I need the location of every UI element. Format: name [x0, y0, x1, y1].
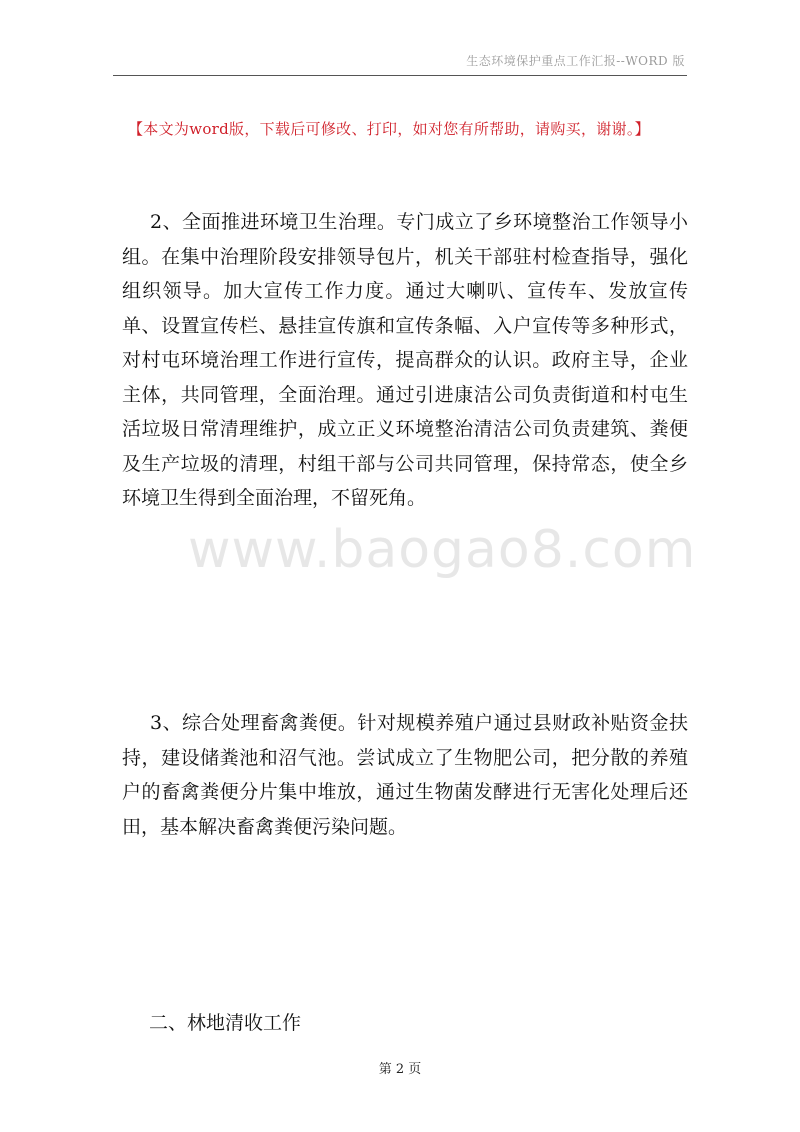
page-header-title: 生态环境保护重点工作汇报--WORD 版 [466, 54, 685, 68]
page-number: 第 2 页 [378, 1062, 422, 1077]
body-paragraph: 3、综合处理畜禽粪便。针对规模养殖户通过县财政补贴资金扶持，建设储粪池和沼气池。尝试成立了生物肥公司，把分散的养殖户的畜禽粪便分片集中堆放，通过生物菌发酵进行无害化处理后还田，基本解决畜禽粪便污染问题。 [122, 712, 688, 838]
section-heading: 二、林地清收工作 [149, 1012, 302, 1034]
header-divider [113, 75, 687, 76]
purchase-notice: 【本文为word版，下载后可修改、打印，如对您有所帮助，请购买，谢谢。】 [128, 120, 650, 138]
watermark: www.baogao8.com [188, 520, 697, 580]
body-paragraph: 2、全面推进环境卫生治理。专门成立了乡环境整治工作领导小组。在集中治理阶段安排领导包片，机关干部驻村检查指导，强化组织领导。加大宣传工作力度。通过大喇叭、宣传车、发放宣传单、设置宣传栏、悬挂宣传旗和宣传条幅、入户宣传等多种形式，对村屯环境治理工作进行宣传，提高群众的认识。政府主导，企业主体，共同管理，全面治理。通过引进康洁公司负责街道和村屯生活垃圾日常清理维护，成立正义环境整治清洁公司负责建筑、粪便及生产垃圾的清理，村组干部与公司共同管理，保持常态，使全乡环境卫生得到全面治理，不留死角。 [122, 211, 688, 509]
